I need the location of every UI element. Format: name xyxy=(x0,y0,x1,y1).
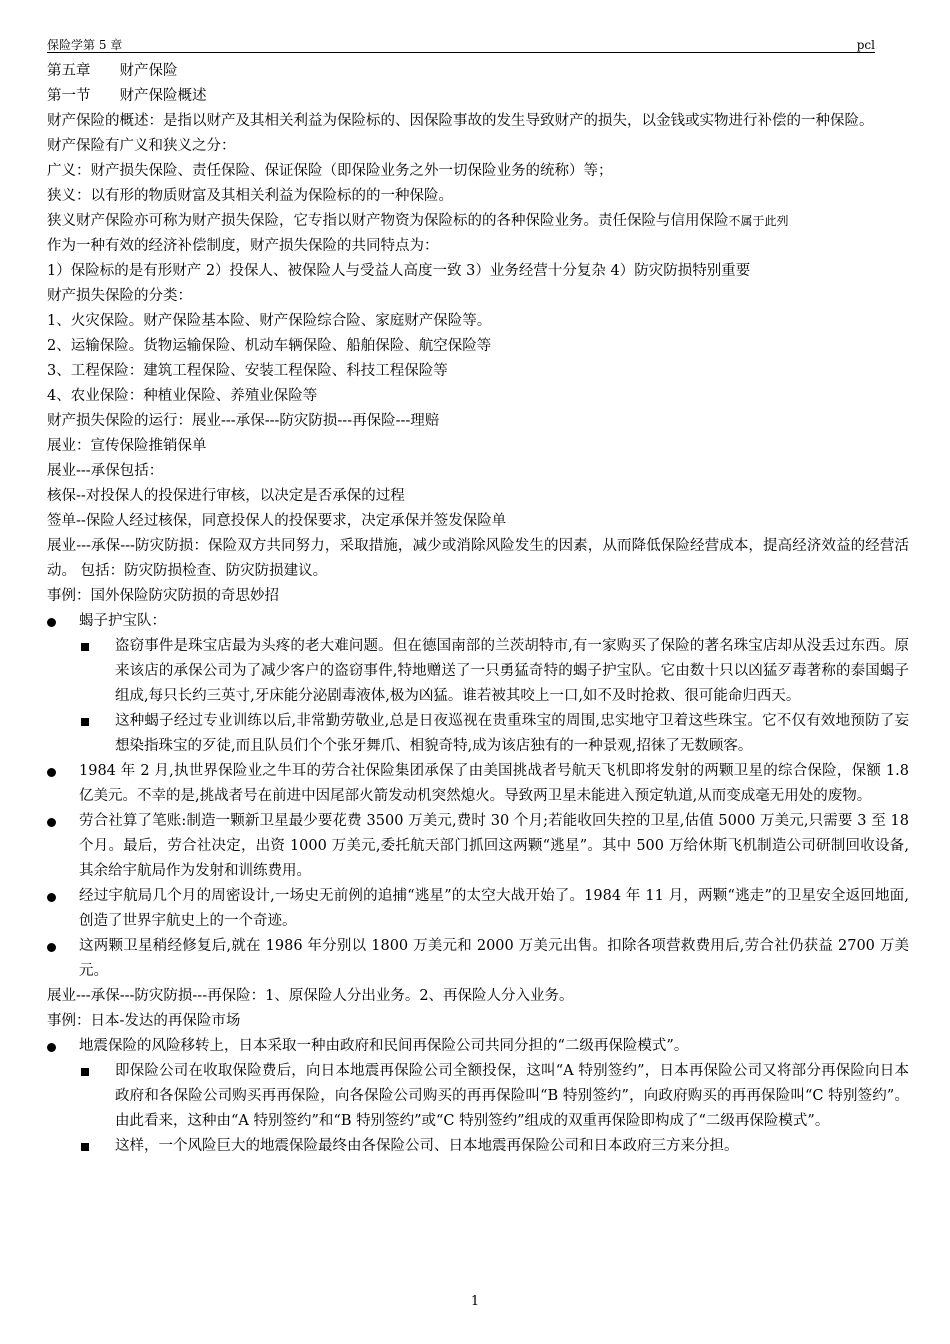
paragraph: 事例：国外保险防灾防损的奇思妙招 xyxy=(47,588,279,604)
paragraph: 展业---承保---防灾防损---再保险：1、原保险人分出业务。2、再保险人分入业务。 xyxy=(47,988,574,1004)
header-right: pcl xyxy=(856,38,875,52)
bullet-text: 经过宇航局几个月的周密设计,一场史无前例的追捕“逃星”的太空大战开始了。1984 年 11 月，两颗“逃走”的卫星安全返回地面,创造了世界宇航史上的一个奇迹。 xyxy=(79,888,909,929)
paragraph: 展业---承保包括： xyxy=(47,463,164,479)
paragraph: 财产保险的概述：是指以财产及其相关利益为保险标的、因保险事故的发生导致财产的损失，以金钱或实物进行补偿的一种保险。 xyxy=(47,113,874,129)
sub-bullet-item xyxy=(47,1059,909,1134)
bullet-dot-icon xyxy=(47,618,56,627)
square-bullet-icon xyxy=(81,718,89,726)
square-bullet-icon xyxy=(81,643,89,651)
bullet-item xyxy=(47,884,909,934)
bullet-item xyxy=(47,759,909,809)
bullet-dot-icon xyxy=(47,943,56,952)
square-bullet-icon xyxy=(81,1143,89,1151)
bullet-dot-icon xyxy=(47,768,56,777)
section-title: 第一节 财产保险概述 xyxy=(47,88,207,104)
paragraph: 1）保险标的是有形财产 2）投保人、被保险人与受益人高度一致 3）业务经营十分复杂 4）防灾防损特别重要 xyxy=(47,263,751,279)
sub-bullet-item xyxy=(47,634,909,709)
paragraph: 广义：财产损失保险、责任保险、保证保险（即保险业务之外一切保险业务的统称）等； xyxy=(47,163,613,179)
paragraph: 财产损失保险的运行：展业---承保---防灾防损---再保险---理赔 xyxy=(47,413,440,429)
list-item: 2、运输保险。货物运输保险、机动车辆保险、船舶保险、航空保险等 xyxy=(47,338,492,354)
square-bullet-icon xyxy=(81,1068,89,1076)
bullet-dot-icon xyxy=(47,1043,56,1052)
sub-bullet-text: 这种蝎子经过专业训练以后,非常勤劳敬业,总是日夜巡视在贵重珠宝的周围,忠实地守卫着这些珠宝。它不仅有效地预防了妄想染指珠宝的歹徒,而且队员们个个张牙舞爪、相貌奇特,成为该店独有的一种景观,招徕了无数顾客。 xyxy=(115,713,909,754)
page-number: 1 xyxy=(470,1294,480,1309)
list-item: 3、工程保险：建筑工程保险、安装工程保险、科技工程保险等 xyxy=(47,363,448,379)
paragraph-small-text: 不属于此列 xyxy=(728,214,789,228)
paragraph: 财产保险有广义和狭义之分： xyxy=(47,138,236,154)
header-left: 保险学第 5 章 xyxy=(47,38,123,52)
paragraph: 核保--对投保人的投保进行审核，以决定是否承保的过程 xyxy=(47,488,405,504)
bullet-text: 劳合社算了笔账:制造一颗新卫星最少要花费 3500 万美元,费时 30 个月;若能收回失控的卫星,估值 5000 万美元,只需要 3 至 18 个月。最后，劳合社决定，出资 1000 万美元,委托航天部门抓回这两颗“逃星”。其中 500 万给休斯飞机制造公司研制回收设备,其余给宇航局作为发射和训练费用。 xyxy=(79,813,909,879)
bullet-item xyxy=(47,1034,909,1059)
paragraph: 展业：宣传保险推销保单 xyxy=(47,438,207,454)
sub-bullet-text: 这样，一个风险巨大的地震保险最终由各保险公司、日本地震再保险公司和日本政府三方来分担。 xyxy=(115,1138,739,1154)
sub-bullet-text: 盗窃事件是珠宝店最为头疼的老大难问题。但在德国南部的兰茨胡特市,有一家购买了保险的著名珠宝店却从没丢过东西。原来该店的承保公司为了减少客户的盗窃事件,特地赠送了一只勇猛奇特的蝎子护宝队。它由数十只以凶猛歹毒著称的泰国蝎子组成,每只长约三英寸,牙床能分泌剧毒液体,极为凶猛。谁若被其咬上一口,如不及时抢救、很可能命归西天。 xyxy=(115,638,909,704)
sub-bullet-text: 即保险公司在收取保险费后，向日本地震再保险公司全额投保，这叫“A 特别签约”，日本再保险公司又将部分再保险向日本政府和各保险公司购买再再保险，向各保险公司购买的再再保险叫“B 特别签约”，向政府购买的再再保险叫“C 特别签约”。由此看来，这种由“A 特别签约”和“B 特别签约”或“C 特别签约”组成的双重再保险即构成了“二级再保险模式”。 xyxy=(115,1063,909,1129)
paragraph: 展业---承保---防灾防损：保险双方共同努力，采取措施，减少或消除风险发生的因素，从而降低保险经营成本，提高经济效益的经营活动。 包括：防灾防损检查、防灾防损建议。 xyxy=(47,538,909,579)
paragraph-text: 狭义财产保险亦可称为财产损失保险，它专指以财产物资为保险标的的各种保险业务。责任保险与信用保险 xyxy=(47,213,729,229)
bullet-dot-icon xyxy=(47,893,56,902)
paragraph: 作为一种有效的经济补偿制度，财产损失保险的共同特点为： xyxy=(47,238,439,254)
page-header xyxy=(47,38,875,53)
bullet-text: 1984 年 2 月,执世界保险业之牛耳的劳合社保险集团承保了由美国挑战者号航天飞机即将发射的两颗卫星的综合保险，保额 1.8 亿美元。不幸的是,挑战者号在前进中因尾部火箭发动机突然熄火。导致两卫星未能进入预定轨道,从而变成毫无用处的废物。 xyxy=(79,763,909,804)
list-item: 1、火灾保险。财产保险基本险、财产保险综合险、家庭财产保险等。 xyxy=(47,313,492,329)
bullet-item xyxy=(47,809,909,884)
bullet-text: 蝎子护宝队： xyxy=(79,613,166,629)
bullet-item xyxy=(47,609,909,634)
bullet-text: 这两颗卫星稍经修复后,就在 1986 年分别以 1800 万美元和 2000 万美元出售。扣除各项营救费用后,劳合社仍获益 2700 万美元。 xyxy=(79,938,909,979)
bullet-item xyxy=(47,934,909,984)
paragraph: 签单--保险人经过核保，同意投保人的投保要求，决定承保并签发保险单 xyxy=(47,513,507,529)
paragraph: 事例：日本-发达的再保险市场 xyxy=(47,1013,241,1029)
paragraph: 狭义：以有形的物质财富及其相关利益为保险标的的一种保险。 xyxy=(47,188,453,204)
bullet-dot-icon xyxy=(47,818,56,827)
chapter-title: 第五章 财产保险 xyxy=(47,63,178,79)
list-item: 4、农业保险：种植业保险、养殖业保险等 xyxy=(47,388,318,404)
sub-bullet-item xyxy=(47,1134,909,1159)
document-body xyxy=(47,59,909,1159)
bullet-text: 地震保险的风险移转上，日本采取一种由政府和民间再保险公司共同分担的“二级再保险模式”。 xyxy=(79,1038,689,1054)
paragraph xyxy=(47,209,909,234)
paragraph: 财产损失保险的分类： xyxy=(47,288,192,304)
sub-bullet-item xyxy=(47,709,909,759)
